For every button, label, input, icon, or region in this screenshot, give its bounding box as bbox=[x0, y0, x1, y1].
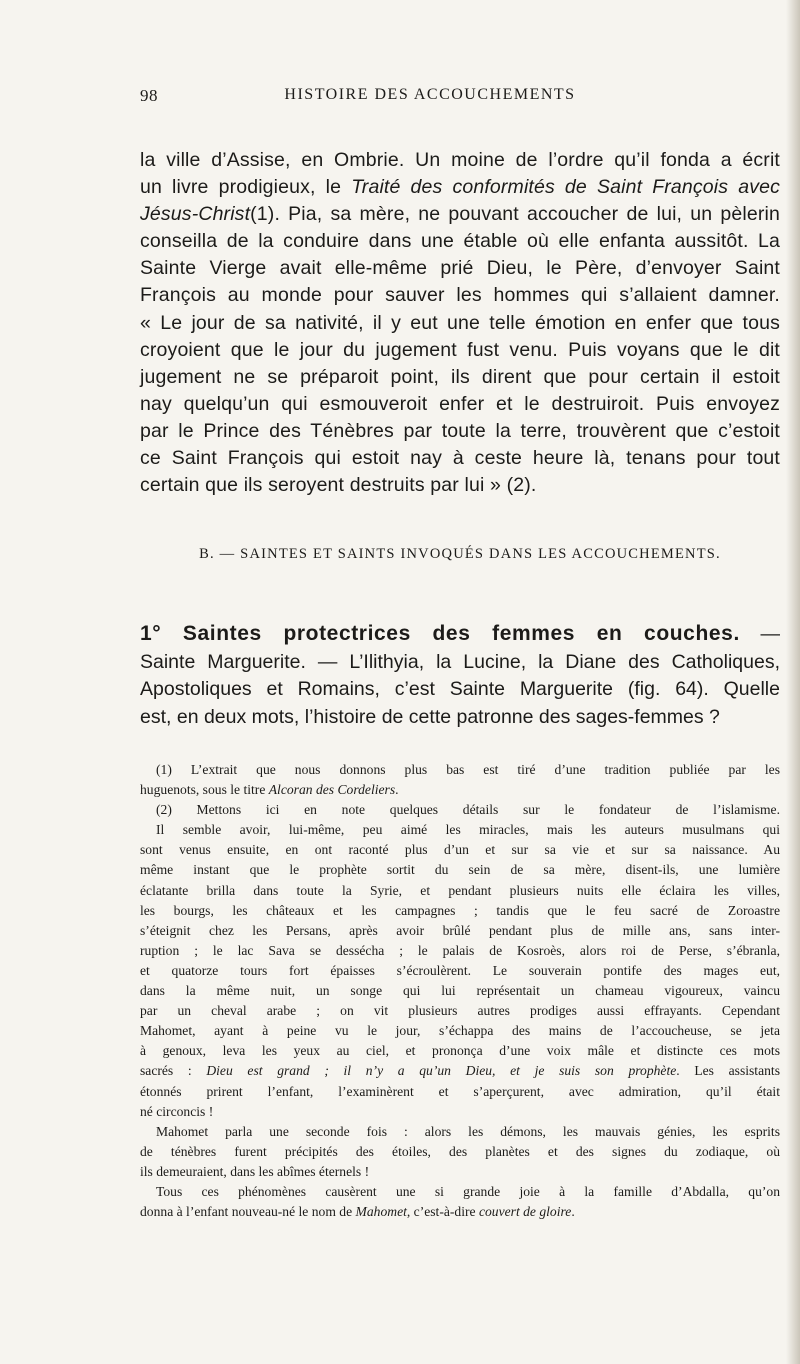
text-line: ce Saint François qui estoit nay à ceste heure là, tenans pour tout bbox=[140, 447, 780, 470]
footnote-line: et quatorze tours fort épaisses s’écroulèrent. Le souverain pontife des mages eut, bbox=[140, 962, 780, 978]
footnote-line: les bourgs, les châteaux et les campagnes ; tandis que le feu sacré de Zoroastre bbox=[140, 902, 780, 918]
footnote-line: (1) L’extrait que nous donnons plus bas est tiré d’une tradition publiée par les bbox=[156, 762, 780, 777]
footnote-line: ruption ; le lac Sava se dessécha ; le palais de Kosroès, alors roi de Perse, s’ébranla, bbox=[140, 942, 780, 958]
footnote-line: à genoux, leva les yeux au ciel, et prononça d’une voix mâle et distincte ces mots bbox=[140, 1043, 780, 1059]
footnote-line: donna à l’enfant nouveau-né le nom de Mahomet, c’est-à-dire couvert de gloire. bbox=[140, 1204, 575, 1220]
footnote-line: s’éteignit chez les Persans, après avoir brûlé pendant plus de mille ans, sans inter- bbox=[140, 922, 780, 938]
page-edge-shadow bbox=[786, 0, 800, 1364]
footnote-line: de ténèbres furent précipités des étoiles, des planètes et des signes du zodiaque, où bbox=[140, 1143, 780, 1159]
text-line: François au monde pour sauver les hommes qui s’allaient damner. bbox=[140, 284, 780, 307]
footnote-line: (2) Mettons ici en note quelques détails sur le fondateur de l’islamisme. bbox=[156, 802, 780, 818]
footnote-line: Tous ces phénomènes causèrent une si grande joie à la famille d’Abdalla, qu’on bbox=[156, 1183, 780, 1199]
section-heading: B. — SAINTES ET SAINTS INVOQUÉS DANS LES ACCOUCHEMENTS. bbox=[199, 546, 721, 562]
footnote-line: dans la même nuit, un songe qui lui représentait un chameau vigoureux, vaincu bbox=[140, 983, 780, 999]
text-line: Sainte Marguerite. — L’Ilithyia, la Lucine, la Diane des Catholiques, bbox=[140, 650, 780, 673]
text-line: Sainte Vierge avait elle-même prié Dieu, le Père, d’envoyer Saint bbox=[140, 257, 780, 280]
footnote-line: sacrés : Dieu est grand ; il n’y a qu’un Dieu, et je suis son prophète. Les assistants bbox=[140, 1063, 780, 1079]
footnote-line: sont venus ensuite, en ont raconté plus d’un et sur sa vie et sur sa naissance. Au bbox=[140, 842, 780, 858]
text-line: la ville d’Assise, en Ombrie. Un moine de l’ordre qu’il fonda a écrit bbox=[140, 149, 780, 171]
footnote-line: Mahomet, ayant à peine vu le jour, s’échappa des mains de l’accoucheuse, se jeta bbox=[140, 1023, 780, 1039]
text-line: conseilla de la conduire dans une étable où elle enfanta aussitôt. La bbox=[140, 230, 780, 253]
page-header bbox=[140, 86, 780, 108]
footnote-line: né circoncis ! bbox=[140, 1103, 214, 1119]
text-line: « Le jour de sa nativité, il y eut une telle émotion en enfer que tous bbox=[140, 311, 780, 334]
footnote-line: éclatante brilla dans toute la Syrie, et pendant plusieurs nuits elle éclaira les villes, bbox=[140, 882, 780, 898]
text-line: 1° Saintes protectrices des femmes en couches. — bbox=[140, 622, 781, 645]
text-line: Apostoliques et Romains, c’est Sainte Marguerite (fig. 64). Quelle bbox=[140, 678, 780, 700]
text-line: est, en deux mots, l’histoire de cette patronne des sages-femmes ? bbox=[140, 705, 720, 728]
text-line: Jésus-Christ(1). Pia, sa mère, ne pouvant accoucher de lui, un pèlerin bbox=[140, 203, 780, 226]
footnote-line: étonnés prirent l’enfant, l’examinèrent et s’aperçurent, avec admiration, qu’il était bbox=[140, 1083, 780, 1099]
subsection-paragraph bbox=[140, 620, 780, 731]
footnote-line: ils demeuraient, dans les abîmes éternels ! bbox=[140, 1163, 370, 1179]
footnote-line: par un cheval arabe ; on vit plusieurs autres prodiges aussi effrayants. Cependant bbox=[140, 1003, 780, 1019]
text-line: jugement ne se préparoit point, ils dirent que pour certain il estoit bbox=[140, 365, 780, 388]
footnote-line: même instant que le prophète sortit du sein de sa mère, disent-ils, une lumière bbox=[140, 862, 780, 878]
text-line: un livre prodigieux, le Traité des conformités de Saint François avec bbox=[140, 176, 780, 199]
footnote-line: Mahomet parla une seconde fois : alors les démons, les mauvais génies, les esprits bbox=[156, 1123, 780, 1139]
text-line: certain que ils seroyent destruits par lui » (2). bbox=[140, 474, 537, 497]
footnotes bbox=[140, 760, 780, 1222]
footnote-line: huguenots, sous le titre Alcoran des Cordeliers. bbox=[140, 782, 399, 798]
main-paragraph bbox=[140, 147, 780, 499]
running-title: HISTOIRE DES ACCOUCHEMENTS bbox=[284, 86, 576, 103]
page-number: 98 bbox=[140, 86, 158, 105]
subsection-title: 1° Saintes protectrices des femmes en couches. bbox=[140, 622, 740, 645]
footnote-line: Il semble avoir, lui-même, peu aimé les miracles, mais les auteurs musulmans qui bbox=[156, 822, 780, 838]
text-line: croyoient que le jour du jugement fust venu. Puis voyans que le dit bbox=[140, 338, 780, 361]
text-line: par le Prince des Ténèbres par toute la terre, trouvèrent que c’estoit bbox=[140, 419, 780, 442]
text-line: nay quelqu’un qui esmouveroit enfer et le destruiroit. Puis envoyez bbox=[140, 392, 780, 415]
